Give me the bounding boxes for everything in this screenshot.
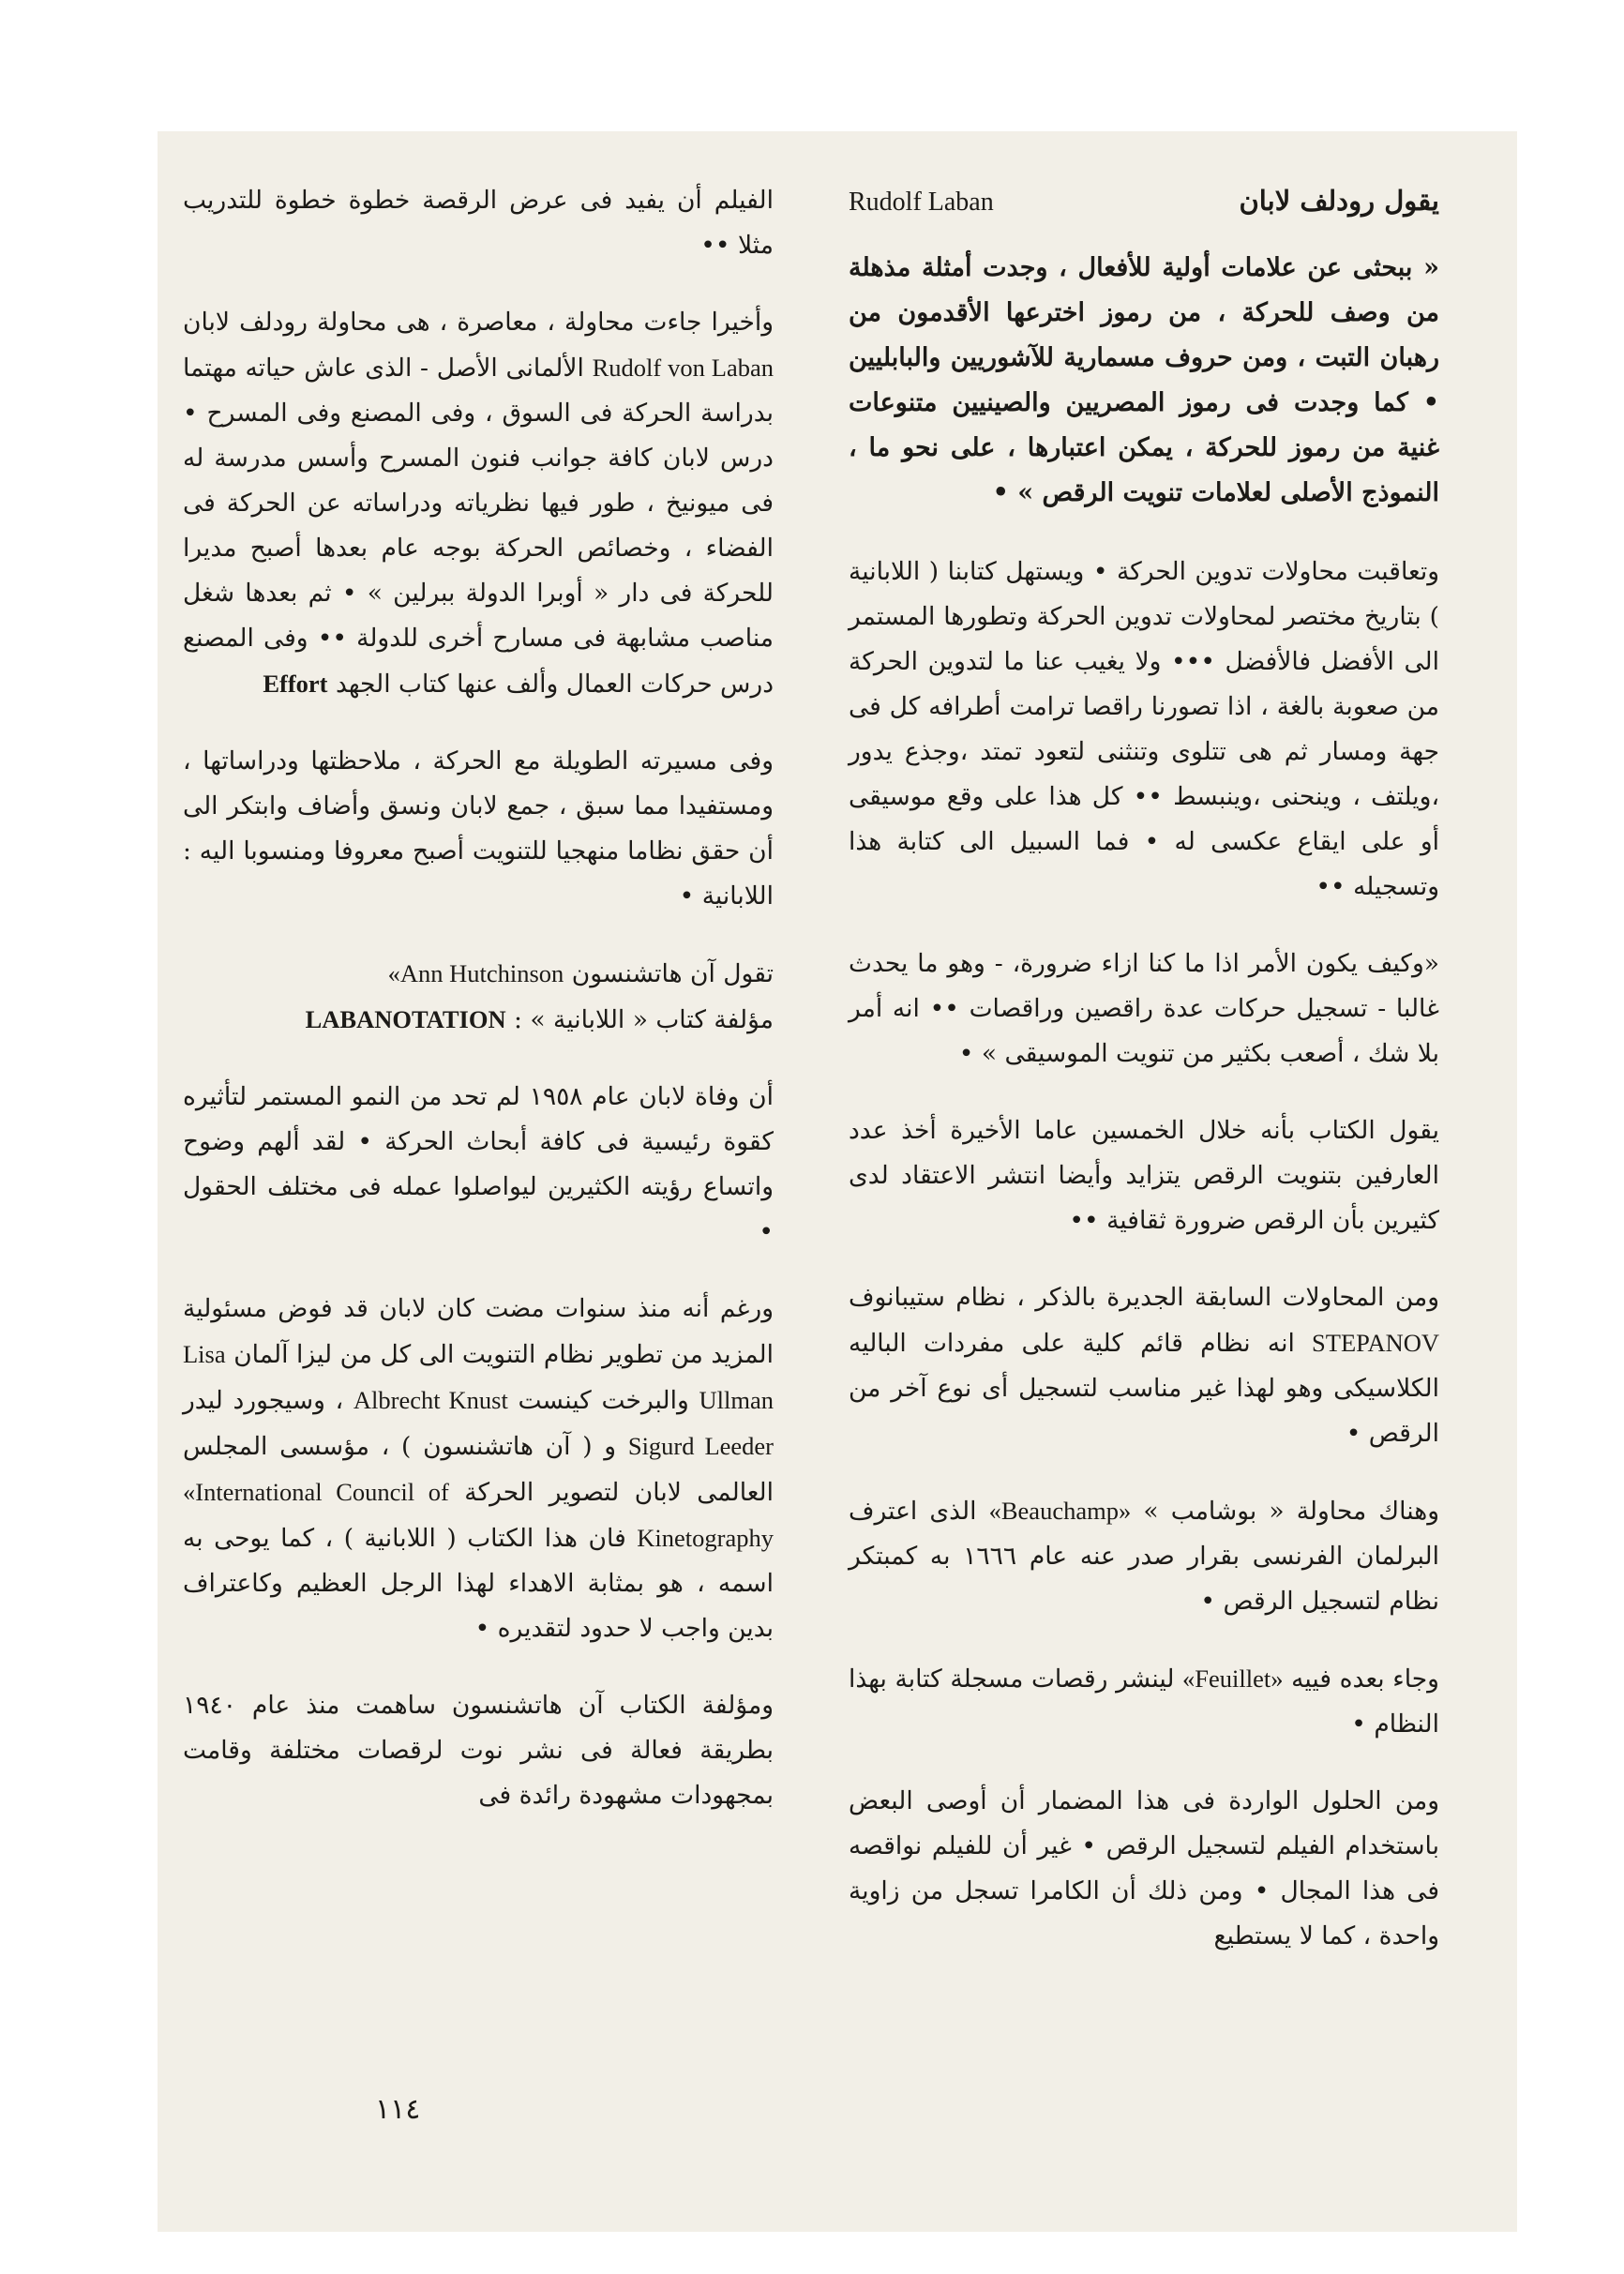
- paragraph-film-continued: الفيلم أن يفيد فى عرض الرقصة خطوة خطوة للتدريب مثلا ••: [183, 186, 774, 260]
- hutchinson-line-1: [183, 951, 774, 997]
- council-text-c: ، وسيجورد ليدر: [183, 1386, 344, 1415]
- council-text-a: ورغم أنه منذ سنوات مضت كان لابان قد فوض مسئولية المزيد من تطوير نظام التنويت الى كل من ليزا آلمان: [183, 1294, 774, 1369]
- paragraph-film: ومن الحلول الواردة فى هذا المضمار أن أوصى البعض باستخدام الفيلم لتسجيل الرقص • غير أن للفيلم نواقصه فى هذا المجال • ومن ذلك أن الكامرا تسجل من زاوية واحدة ، كما لا يستطيع: [849, 1786, 1439, 1950]
- paragraph-laban-biography: [183, 300, 774, 707]
- left-column: [183, 178, 774, 1850]
- laban-bio-latin-name: Rudolf von Laban: [592, 354, 774, 382]
- laban-bio-text-a: وأخيرا جاءت محاولة ، معاصرة ، هى محاولة رودلف لابان: [183, 308, 774, 337]
- hutchinson-latin-name: «Ann Hutchinson: [387, 959, 564, 987]
- stepanov-latin: STEPANOV: [1312, 1329, 1439, 1357]
- feuillet-text-a: وجاء بعده فييه: [1291, 1664, 1439, 1694]
- laban-bio-text-b: الألمانى الأصل - الذى عاش حياته مهتما بدراسة الحركة فى السوق ، وفى المصنع وفى المسرح • درس لابان كافة جوانب فنون المسرح وأسس مدرسة له فى ميونيخ ، طور فيها نظرياته ودراساته عن الحركة فى الفضاء ، وخصائص الحركة بوجه عام بعدها أصبح مديرا للحركة فى دار « أوبرا الدولة ببرلين » • ثم بعدها شغل مناصب مشابهة فى مسارح أخرى للدولة •• وفى المصنع درس حركات العمال وألف عنها كتاب الجهد: [183, 354, 774, 699]
- council-latin-knust: Albrecht Knust: [353, 1386, 508, 1414]
- labanotation-latin: LABANOTATION: [305, 1005, 506, 1033]
- laban-quote: « ببحثى عن علامات أولية للأفعال ، وجدت أمثلة مذهلة من وصف للحركة ، من رموز اخترعها الأقدمون من رهبان التبت ، ومن حروف مسمارية للآشوريين والبابليين • كما وجدت فى رموز المصريين والصينيين متنوعات غنية من رموز للحركة ، يمكن اعتبارها ، على نحو ما ، النموذج الأصلى لعلامات تنويت الرقص » •: [849, 253, 1439, 507]
- council-text-b: والبرخت كينست: [518, 1386, 689, 1415]
- paragraph-group-notation: «وكيف يكون الأمر اذا ما كنا ازاء ضرورة، - وهو ما يحدث غالبا - تسجيل حركات عدة راقصين وراقصات •• انه أمر بلا شك ، أصعب بكثير من تنويت الموسيقى » •: [849, 949, 1439, 1068]
- hutchinson-text-a: تقول آن هاتشنسون: [571, 959, 774, 988]
- beauchamp-text-a: وهناك محاولة « بوشامب »: [1143, 1497, 1439, 1526]
- council-latin-ullman: Lisa Ullman: [183, 1340, 774, 1414]
- paragraph-beauchamp: [849, 1488, 1439, 1624]
- column-header: [849, 178, 1439, 225]
- paragraph-stepanov: [849, 1275, 1439, 1456]
- right-column: [849, 178, 1439, 1991]
- council-latin-ick: «International Council of Kinetography: [183, 1478, 774, 1552]
- beauchamp-latin: «Beauchamp»: [988, 1497, 1132, 1525]
- paragraph-notation-history: وتعاقبت محاولات تدوين الحركة • ويستهل كتابنا ( اللابانية ) بتاريخ مختصر لمحاولات تدوين الحركة وتطورها المستمر الى الأفضل فالأفضل ••• ولا يغيب عنا ما لتدوين الحركة من صعوبة بالغة ، اذا تصورنا راقصا ترامت أطرافه كل فى جهة ومسار ثم هى تتلوى وتنثنى لتعود تمتد ،وجذع يدور ،ويلتف ، وينحنى ،وينبسط •• كل هذا على وقع موسيقى أو على ايقاع عكسى له • فما السبيل الى كتابة هذا وتسجيله ••: [849, 557, 1439, 901]
- laban-bio-latin-effort: Effort: [263, 670, 328, 698]
- feuillet-text-b: لينشر رقصات مسجلة كتابة بهذا النظام •: [849, 1664, 1439, 1739]
- stepanov-text-b: انه نظام قائم كلية على مفردات الباليه الكلاسيكى وهو لهذا غير مناسب لتسجيل أى نوع آخر من الرقص •: [849, 1329, 1439, 1448]
- council-text-d: و ( آن هاتشنسون ) ، مؤسسى المجلس العالمى لابان لتصوير الحركة: [183, 1432, 774, 1507]
- page-number: ١١٤: [375, 2093, 421, 2126]
- council-text-e: فان هذا الكتاب ( اللابانية ) ، كما يوحى به اسمه ، هو بمثابة الاهداء لهذا الرجل العظيم وكاعتراف بدين واجب لا حدود لتقديره •: [183, 1524, 774, 1643]
- paragraph-laban-death: أن وفاة لابان عام ١٩٥٨ لم تحد من النمو المستمر لتأثيره كقوة رئيسية فى كافة أبحاث الحركة • لقد ألهم وضوح واتساع رؤيته الكثيرين ليواصلوا عمله فى مختلف الحقول •: [183, 1082, 774, 1246]
- paragraph-hutchinson-quote: [183, 951, 774, 1043]
- paragraph-council: [183, 1287, 774, 1651]
- paragraph-labanotation-system: وفى مسيرته الطويلة مع الحركة ، ملاحظتها ودراساتها ، ومستفيدا مما سبق ، جمع لابان ونسق وأضاف وابتكر الى أن حقق نظاما منهجيا للتنويت أصبح معروفا ومنسوبا اليه : اللابانية •: [183, 746, 774, 911]
- header-arabic: يقول رودلف لابان: [1239, 185, 1439, 217]
- beauchamp-text-b: الذى اعترف البرلمان الفرنسى بقرار صدر عنه عام ١٦٦٦ به كمبتكر نظام لتسجيل الرقص •: [849, 1497, 1439, 1616]
- hutchinson-line-2: [183, 997, 774, 1043]
- paragraph-feuillet: [849, 1656, 1439, 1747]
- paragraph-hutchinson-contribution: ومؤلفة الكتاب آن هاتشنسون ساهمت منذ عام ١٩٤٠ بطريقة فعالة فى نشر نوت لرقصات مختلفة وقامت بمجهودات مشهودة رائدة فى: [183, 1691, 774, 1810]
- feuillet-latin: «Feuillet»: [1182, 1664, 1284, 1693]
- council-latin-leeder: Sigurd Leeder: [627, 1432, 774, 1460]
- hutchinson-text-b: مؤلفة كتاب « اللابانية » :: [514, 1005, 774, 1034]
- header-english: Rudolf Laban: [849, 188, 994, 217]
- paragraph-fifty-years: يقول الكتاب بأنه خلال الخمسين عاما الأخيرة أخذ عدد العارفين بتنويت الرقص يتزايد وأيضا انتشر الاعتقاد لدى كثيرين بأن الرقص ضرورة ثقافية ••: [849, 1116, 1439, 1235]
- stepanov-text-a: ومن المحاولات السابقة الجديرة بالذكر ، نظام ستيبانوف: [849, 1283, 1439, 1312]
